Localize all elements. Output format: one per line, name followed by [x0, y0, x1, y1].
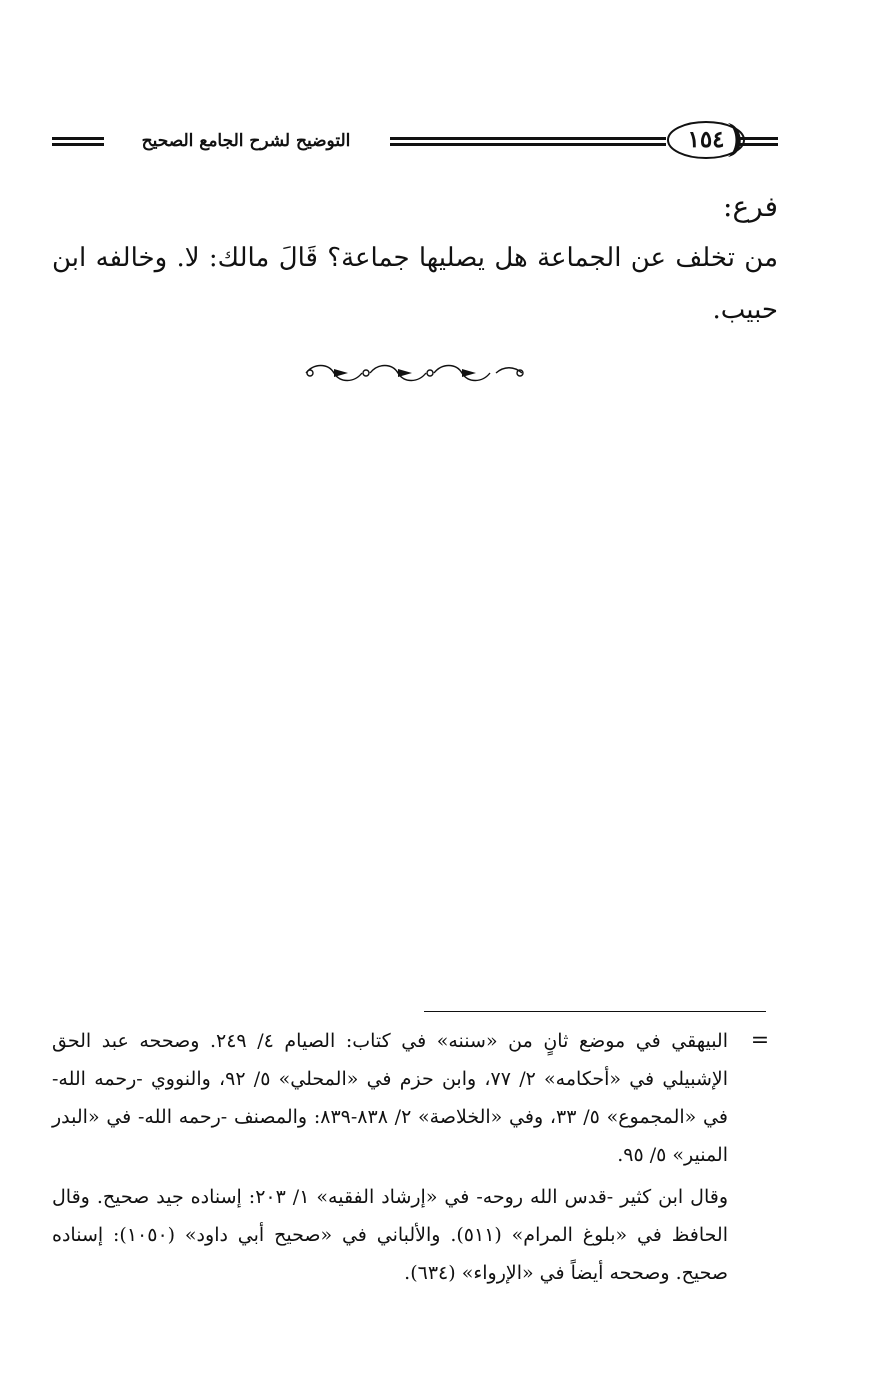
section-divider-ornament-icon — [300, 358, 530, 388]
section-heading: فرع: — [723, 190, 778, 223]
footnote-separator — [424, 1011, 766, 1012]
footnote-continuation-mark: = — [750, 1028, 770, 1053]
body-paragraph: من تخلف عن الجماعة هل يصليها جماعة؟ قَالَ مالك: لا. وخالفه ابن حبيب. — [52, 243, 778, 325]
header-middle-double-rule — [390, 137, 666, 146]
page-number: ١٥٤ — [687, 126, 725, 153]
footnote-paragraph: البيهقي في موضع ثانٍ من «سننه» في كتاب: الصيام ٤/ ٢٤٩. وصححه عبد الحق الإشبيلي في «أحكامه» ٢/ ٧٧، وابن حزم في «المحلي» ٥/ ٩٢، والنووي -رحمه الله- في «المجموع» ٥/ ٣٣، وفي «الخلاصة» ٢/ ٨٣٨-٨٣٩: والمصنف -رحمه الله- في «البدر المنير» ٥/ ٩٥. — [52, 1030, 728, 1166]
header-right-double-rule — [738, 137, 778, 146]
running-title: التوضيح لشرح الجامع الصحيح — [141, 131, 351, 151]
page-number-badge — [666, 120, 746, 160]
footnotes — [52, 1022, 728, 1296]
page-header — [52, 118, 778, 164]
footnote-paragraph: وقال ابن كثير -قدس الله روحه- في «إرشاد الفقيه» ١/ ٢٠٣: إسناده جيد صحيح. وقال الحافظ في «بلوغ المرام» (٥١١). والألباني في «صحيح أبي داود» (١٠٥٠): إسناده صحيح. وصححه أيضاً في «الإرواء» (٦٣٤). — [52, 1186, 729, 1284]
header-left-double-rule — [52, 137, 104, 146]
main-text — [52, 182, 778, 336]
